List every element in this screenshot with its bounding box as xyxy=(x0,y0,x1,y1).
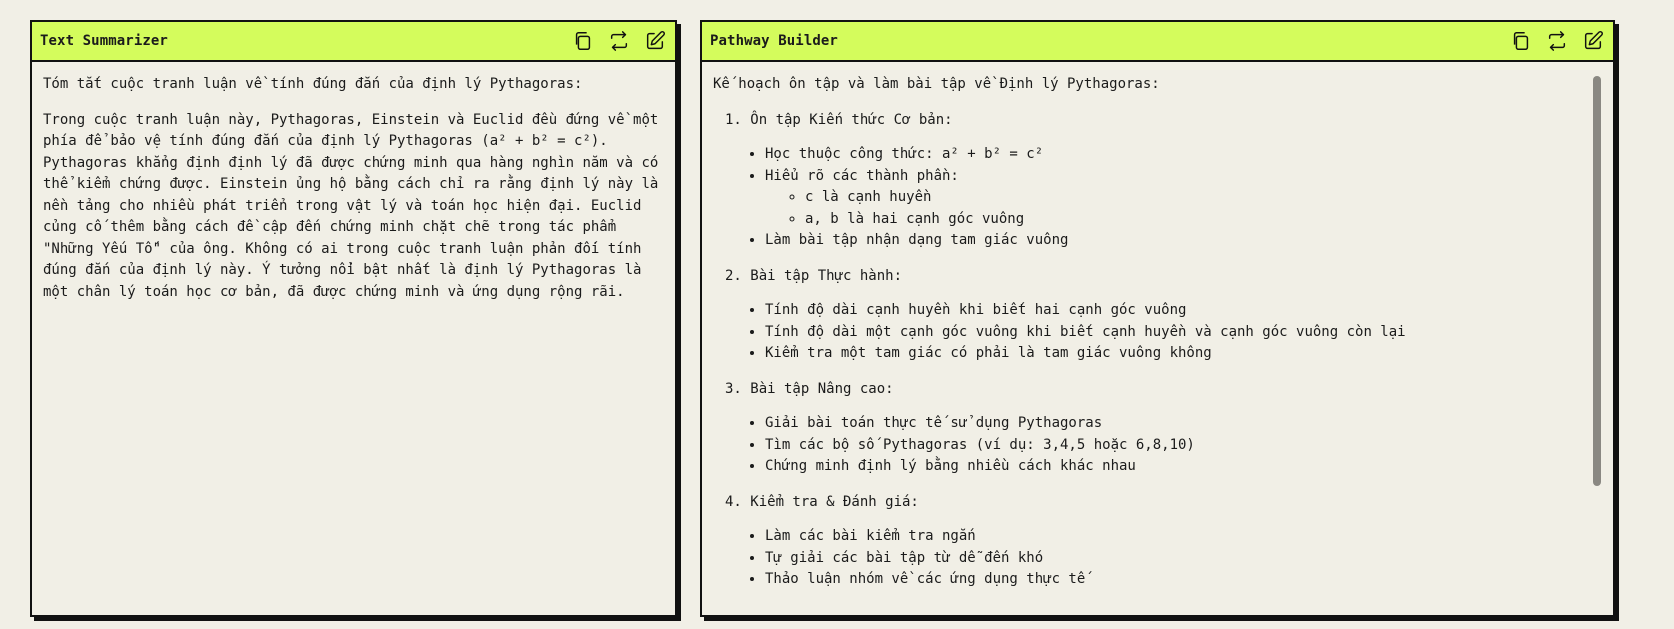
summary-heading: Tóm tắt cuộc tranh luận về tính đúng đắn của định lý Pythagoras: xyxy=(43,76,583,92)
panel-header xyxy=(702,22,1613,62)
regenerate-icon[interactable] xyxy=(607,29,631,53)
list-item-label: Hiểu rõ các thành phần: xyxy=(765,167,959,184)
sub-list-item: ◦ a, b là hai cạnh góc vuông xyxy=(805,209,1583,231)
panel-title: Text Summarizer xyxy=(40,33,168,49)
header-actions xyxy=(571,29,667,53)
sub-list-item: ◦ c là cạnh huyền xyxy=(805,187,1583,209)
section xyxy=(725,110,1583,252)
pathway-content xyxy=(702,62,1613,603)
section-title: 2. Bài tập Thực hành: xyxy=(725,267,903,284)
summary-paragraph: Trong cuộc tranh luận này, Pythagoras, Einstein và Euclid đều đứng về một phía để bảo vệ tính đúng đắn của định lý Pythagoras (a² + b² = c²). Pythagoras khẳng định định lý đã được chứng minh qua hàng nghìn năm và có thể kiểm chứng được. Einstein ủng hộ bằng cách chỉ ra rằng định lý này là nền tảng cho nhiều phát triển trong vật lý và toán học hiện đại. Euclid củng cố thêm bằng cách đề cập đến chứng minh chặt chẽ trong tác phẩm "Những Yếu Tố" của ông. Không có ai trong cuộc tranh luận phản đối tính đúng đắn của định lý này. Ý tưởng nổi bật nhất là định lý Pythagoras là một chân lý toán học cơ bản, đã được chứng minh và ứng dụng rộng rãi. xyxy=(43,111,659,300)
text-summarizer-panel xyxy=(30,20,677,617)
header-actions xyxy=(1509,29,1605,53)
section-title: 4. Kiểm tra & Đánh giá: xyxy=(725,493,919,510)
list-item: • Làm các bài kiểm tra ngắn xyxy=(765,526,1583,548)
summary-content xyxy=(32,62,675,329)
pathway-builder-panel xyxy=(700,20,1615,617)
list-item: • Kiểm tra một tam giác có phải là tam giác vuông không xyxy=(765,343,1583,365)
list-item: • Tự giải các bài tập từ dễ đến khó xyxy=(765,548,1583,570)
section-title: 3. Bài tập Nâng cao: xyxy=(725,380,894,397)
list-item xyxy=(765,166,1583,231)
edit-icon[interactable] xyxy=(1581,29,1605,53)
pathway-sections xyxy=(713,110,1583,591)
list-item: • Thảo luận nhóm về các ứng dụng thực tế xyxy=(765,569,1583,591)
section-title: 1. Ôn tập Kiến thức Cơ bản: xyxy=(725,111,953,128)
section-items xyxy=(725,413,1583,478)
copy-icon[interactable] xyxy=(571,29,595,53)
section-items xyxy=(725,526,1583,591)
list-item: • Học thuộc công thức: a² + b² = c² xyxy=(765,144,1583,166)
scrollbar[interactable] xyxy=(1593,76,1601,486)
list-item: • Tính độ dài một cạnh góc vuông khi biết cạnh huyền và cạnh góc vuông còn lại xyxy=(765,322,1583,344)
list-item: • Chứng minh định lý bằng nhiều cách khác nhau xyxy=(765,456,1583,478)
list-item: • Làm bài tập nhận dạng tam giác vuông xyxy=(765,230,1583,252)
section xyxy=(725,379,1583,478)
panel-header xyxy=(32,22,675,62)
section-items xyxy=(725,144,1583,252)
list-item: • Tính độ dài cạnh huyền khi biết hai cạnh góc vuông xyxy=(765,300,1583,322)
panel-title: Pathway Builder xyxy=(710,33,838,49)
list-item: • Tìm các bộ số Pythagoras (ví dụ: 3,4,5 hoặc 6,8,10) xyxy=(765,435,1583,457)
edit-icon[interactable] xyxy=(643,29,667,53)
pathway-intro: Kế hoạch ôn tập và làm bài tập về Định lý Pythagoras: xyxy=(713,76,1160,92)
copy-icon[interactable] xyxy=(1509,29,1533,53)
list-item: • Giải bài toán thực tế sử dụng Pythagoras xyxy=(765,413,1583,435)
section xyxy=(725,492,1583,591)
section xyxy=(725,266,1583,365)
section-items xyxy=(725,300,1583,365)
regenerate-icon[interactable] xyxy=(1545,29,1569,53)
sub-items xyxy=(765,187,1583,230)
